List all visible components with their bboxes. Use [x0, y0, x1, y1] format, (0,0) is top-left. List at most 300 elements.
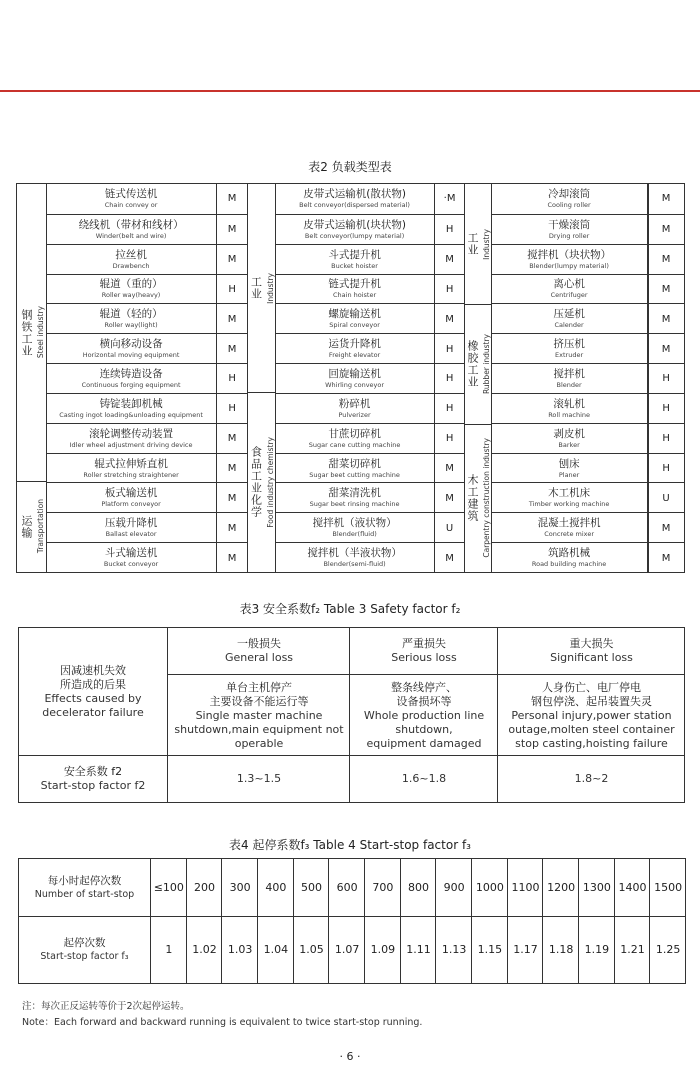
load-row	[275, 274, 464, 305]
note-en: Note：Each forward and backward running is equivalent to twice start-stop running.	[22, 1017, 423, 1028]
machine-name	[491, 454, 647, 484]
loss-header-zh: 一般损失	[237, 637, 281, 650]
machine-name-en: Calender	[554, 321, 584, 330]
desc-zh-2: 设备损坏等	[396, 694, 452, 708]
machine-name	[491, 513, 647, 543]
loss-header-en: Serious loss	[391, 651, 457, 664]
group-food-en: Food industry chemistry	[265, 436, 275, 528]
machine-name-zh: 木工机床	[548, 487, 591, 500]
machine-name-zh: 铸锭装卸机械	[99, 397, 163, 410]
group-wood-zh: 木工建筑	[466, 474, 479, 522]
machine-name-zh: 连续铸造设备	[99, 367, 163, 380]
table3-caption: 表3 安全系数f₂ Table 3 Safety factor f₂	[239, 602, 461, 616]
load-row	[46, 512, 247, 543]
machine-name	[275, 364, 434, 394]
factor-cell: 1.09	[364, 916, 401, 983]
load-row	[46, 333, 247, 364]
machine-name-zh: 压延机	[553, 308, 585, 321]
factor-en: Start-stop factor f2	[40, 778, 146, 792]
group-transport-en: Transportation	[36, 499, 45, 554]
load-type: M	[647, 275, 684, 305]
load-type: U	[434, 513, 464, 543]
starts-cell: 1100	[507, 859, 544, 916]
machine-name-zh: 横向移动设备	[99, 338, 163, 351]
desc-zh-2: 钢包停浇、起吊装置失灵	[531, 694, 652, 708]
factor-cell: 1.21	[614, 916, 651, 983]
machine-name	[491, 334, 647, 364]
machine-name	[46, 454, 216, 484]
machine-name-zh: 搅拌机	[553, 367, 585, 380]
machine-name-zh: 辊道（重的）	[99, 278, 163, 291]
machine-name	[46, 334, 216, 364]
starts-cell: 300	[221, 859, 258, 916]
machine-name-zh: 斗式提升机	[328, 248, 381, 261]
load-type: M	[216, 454, 247, 484]
machine-name-en: Belt conveyor(lumpy material)	[304, 231, 405, 240]
machine-name-en: Continuous forging equipment	[81, 380, 181, 389]
machine-name-en: Whirling conveyor	[325, 380, 385, 389]
machine-name	[491, 424, 647, 454]
machine-name-en: Drawbench	[112, 261, 150, 270]
note-zh: 注：每次正反运转等价于2次起停运转。	[22, 1001, 190, 1012]
group-food	[247, 392, 275, 572]
load-row	[491, 393, 684, 424]
machine-name-zh: 刨床	[558, 457, 580, 470]
starts-cell: 1500	[649, 859, 686, 916]
machine-name-zh: 运货升降机	[328, 338, 381, 351]
load-type: M	[647, 513, 684, 543]
start-stop-table	[18, 858, 686, 984]
group-rubber-zh: 橡胶工业	[466, 340, 479, 388]
group-transport	[17, 481, 46, 572]
desc-en-1: Personal injury,power station	[511, 708, 672, 722]
load-type: H	[434, 275, 464, 305]
machine-name-zh: 螺旋输送机	[328, 308, 381, 321]
factor-cell: 1.05	[293, 916, 330, 983]
load-type: H	[216, 364, 247, 394]
group-wood-en: Carpentry construction industry	[482, 438, 491, 558]
load-row	[491, 303, 684, 334]
machine-name-en: Belt conveyor(dispersed material)	[299, 200, 410, 209]
effects-zh-line1: 因减速机失效	[60, 663, 126, 677]
load-row	[491, 333, 684, 364]
machine-name-zh: 冷却滚筒	[548, 187, 591, 200]
machine-name-en: Horizontal moving equipment	[82, 351, 180, 360]
group-rubber	[464, 304, 491, 424]
machine-name-zh: 辊道（轻的）	[99, 308, 163, 321]
load-row	[275, 303, 464, 334]
load-type: U	[647, 483, 684, 513]
machine-name-en: Pulverizer	[338, 410, 371, 419]
machine-name	[275, 394, 434, 424]
load-type: M	[434, 543, 464, 573]
loss-header	[349, 628, 498, 674]
load-type: M	[216, 483, 247, 513]
desc-en-1: Whole production line	[363, 708, 485, 722]
machine-name	[46, 215, 216, 245]
desc-en-1: Single master machine	[195, 708, 323, 722]
machine-name-en: Extruder	[555, 351, 584, 360]
load-type: M	[216, 334, 247, 364]
load-row	[491, 482, 684, 513]
factor-cell: 1.03	[221, 916, 258, 983]
machine-name-zh: 筑路机械	[548, 547, 591, 560]
machine-name-zh: 链式提升机	[328, 278, 381, 291]
desc-en-2: outage,molten steel container	[508, 722, 675, 736]
machine-name-en: Drying roller	[548, 231, 590, 240]
machine-name	[46, 304, 216, 334]
load-type: M	[216, 424, 247, 454]
factor-cell: 1	[150, 916, 187, 983]
effects-en-line2: decelerator failure	[42, 705, 144, 719]
factor-row-header	[19, 755, 167, 802]
load-row	[46, 363, 247, 394]
loss-header-zh: 严重损失	[402, 637, 446, 650]
load-row	[491, 453, 684, 484]
load-type: H	[216, 394, 247, 424]
load-type: M	[216, 304, 247, 334]
machine-name-en: Roller way(heavy)	[101, 291, 161, 300]
factor-cell: 1.19	[578, 916, 615, 983]
machine-name-en: Winder(belt and wire)	[95, 231, 167, 240]
load-row	[275, 542, 464, 573]
loss-header-zh: 重大损失	[569, 637, 614, 650]
group-steel-en: Steel industry	[36, 306, 45, 359]
machine-name	[46, 543, 216, 573]
starts-cell: 1200	[542, 859, 579, 916]
load-type: H	[434, 215, 464, 245]
safety-value-text: 1.3~1.5	[236, 771, 282, 785]
machine-name	[46, 513, 216, 543]
load-type-table	[16, 183, 685, 573]
machine-name-en: Idler wheel adjustment driving device	[69, 440, 193, 449]
machine-name-zh: 离心机	[553, 278, 585, 291]
machine-name-zh: 甘蔗切碎机	[328, 427, 381, 440]
machine-name-zh: 链式传送机	[104, 187, 158, 200]
load-row	[46, 393, 247, 424]
machine-name	[491, 184, 647, 214]
load-row	[275, 453, 464, 484]
group-steel	[17, 184, 46, 481]
desc-zh-1: 单台主机停产	[226, 680, 292, 694]
load-row	[275, 423, 464, 454]
load-type: M	[216, 215, 247, 245]
machine-name-zh: 皮带式运输机(块状物)	[303, 218, 406, 231]
load-row	[275, 512, 464, 543]
load-type: M	[647, 543, 684, 573]
starts-cell: 400	[257, 859, 294, 916]
load-row	[491, 184, 684, 214]
group-industry-zh: 工业	[249, 276, 263, 300]
machine-name	[46, 483, 216, 513]
machine-name-zh: 混凝土搅拌机	[537, 517, 601, 530]
desc-zh-1: 整条线停产、	[391, 680, 457, 694]
load-row	[275, 482, 464, 513]
machine-name-zh: 压载升降机	[104, 517, 158, 530]
factor-cell: 1.17	[507, 916, 544, 983]
load-type: ·M	[434, 184, 464, 214]
load-type: M	[434, 483, 464, 513]
machine-name	[275, 513, 434, 543]
load-type: H	[434, 424, 464, 454]
machine-name	[46, 245, 216, 275]
machine-name-en: Blender(lumpy material)	[529, 261, 609, 270]
group-industry2-en: Industry	[482, 228, 491, 260]
load-type: M	[216, 513, 247, 543]
load-row	[275, 214, 464, 245]
load-row	[491, 512, 684, 543]
machine-name	[275, 184, 434, 214]
starts-cell: 600	[328, 859, 365, 916]
machine-name-zh: 滚轧机	[553, 397, 585, 410]
machine-name-en: Road building machine	[531, 560, 607, 569]
safety-value	[167, 755, 350, 802]
factors-en: Start-stop factor f₃	[40, 950, 129, 962]
desc-en-2: shutdown,main equipment not	[174, 722, 344, 736]
load-row	[46, 244, 247, 275]
machine-name	[46, 364, 216, 394]
machine-name-en: Platform conveyor	[101, 500, 161, 509]
desc-en-2: shutdown,	[395, 722, 453, 736]
group-industry2-zh: 工业	[466, 232, 479, 256]
machine-name-en: Casting ingot loading&unloading equipment	[59, 410, 203, 419]
machine-name	[491, 543, 647, 573]
machine-name	[275, 215, 434, 245]
load-row	[46, 423, 247, 454]
machine-name	[275, 245, 434, 275]
factor-cell: 1.15	[471, 916, 508, 983]
load-type: M	[647, 245, 684, 275]
group-transport-zh: 运输	[20, 514, 33, 539]
load-type: H	[647, 364, 684, 394]
safety-factor-table	[18, 627, 685, 803]
starts-cell: ≤100	[150, 859, 187, 916]
load-row	[491, 423, 684, 454]
header-rule	[0, 90, 700, 92]
group-food-zh: 食品工业化学	[249, 446, 263, 518]
loss-description	[349, 674, 498, 756]
starts-cell: 1300	[578, 859, 615, 916]
machine-name	[46, 275, 216, 305]
machine-name	[491, 215, 647, 245]
group-industry-en: Industry	[265, 272, 275, 304]
starts-cell: 800	[400, 859, 437, 916]
loss-header-en: Significant loss	[550, 651, 633, 664]
machine-name-zh: 回旋输送机	[328, 367, 381, 380]
machine-name	[275, 275, 434, 305]
machine-name-en: Barker	[558, 440, 580, 449]
machine-name	[46, 394, 216, 424]
machine-name	[275, 543, 434, 573]
load-type: H	[434, 394, 464, 424]
load-row	[275, 393, 464, 424]
machine-name-en: Blender(fluid)	[332, 530, 377, 539]
load-row	[46, 482, 247, 513]
machine-name	[46, 184, 216, 214]
group-industry	[247, 184, 275, 392]
load-type: M	[647, 215, 684, 245]
machine-name-zh: 粉碎机	[338, 397, 371, 410]
machine-name	[275, 424, 434, 454]
group-rubber-en: Rubber industry	[482, 334, 491, 394]
machine-name-zh: 搅拌机（块状物）	[527, 248, 612, 261]
machine-name-en: Chain convey or	[104, 200, 158, 209]
starts-cell: 700	[364, 859, 401, 916]
load-type: M	[647, 334, 684, 364]
starts-cell: 1000	[471, 859, 508, 916]
safety-value-text: 1.8~2	[574, 771, 609, 785]
load-type: M	[434, 454, 464, 484]
machine-name	[491, 245, 647, 275]
starts-cell: 500	[293, 859, 330, 916]
factor-cell: 1.04	[257, 916, 294, 983]
machine-name	[275, 454, 434, 484]
load-row	[46, 542, 247, 573]
machine-name-en: Ballast elevator	[105, 530, 157, 539]
machine-name	[46, 424, 216, 454]
machine-name-zh: 斗式输送机	[104, 547, 158, 560]
machine-name	[491, 394, 647, 424]
load-type: H	[647, 454, 684, 484]
machine-name-en: Bucket conveyor	[103, 560, 159, 569]
machine-name	[275, 334, 434, 364]
machine-name-en: Centrifuger	[550, 291, 588, 300]
effects-en-line1: Effects caused by	[44, 691, 142, 705]
machine-name-zh: 搅拌机（液状物）	[312, 517, 397, 530]
load-type: M	[216, 245, 247, 275]
effects-zh-line2: 所造成的后果	[60, 677, 126, 691]
machine-name-en: Freight elevator	[328, 351, 381, 360]
safety-value-text: 1.6~1.8	[401, 771, 447, 785]
group-industry2	[464, 184, 491, 304]
loss-description	[167, 674, 350, 756]
load-row	[491, 244, 684, 275]
machine-name-en: Bucket hoister	[331, 261, 378, 270]
machine-name-en: Blender	[556, 380, 582, 389]
load-type: H	[434, 334, 464, 364]
page-number: · 6 ·	[339, 1050, 361, 1063]
factor-cell: 1.18	[542, 916, 579, 983]
load-row	[46, 214, 247, 245]
load-row	[275, 333, 464, 364]
machine-name	[275, 304, 434, 334]
load-row	[491, 542, 684, 573]
safety-value	[497, 755, 685, 802]
load-row	[275, 244, 464, 275]
starts-cell: 200	[186, 859, 223, 916]
factors-zh: 起停次数	[63, 936, 106, 949]
factor-cell: 1.07	[328, 916, 365, 983]
machine-name-zh: 干燥滚筒	[548, 218, 591, 231]
machine-name-en: Sugar cane cutting machine	[308, 440, 401, 449]
load-type: M	[434, 245, 464, 275]
load-type: M	[216, 184, 247, 214]
machine-name-zh: 挤压机	[553, 338, 585, 351]
machine-name-zh: 皮带式运输机(散状物)	[303, 187, 406, 200]
desc-zh-2: 主要设备不能运行等	[209, 694, 309, 708]
load-type: M	[647, 184, 684, 214]
load-row	[46, 453, 247, 484]
machine-name-en: Sugar beet rinsing machine	[309, 500, 400, 509]
starts-row-header	[19, 859, 150, 916]
loss-header	[497, 628, 685, 674]
loss-description	[497, 674, 685, 756]
machine-name-zh: 滚轮调整传动装置	[89, 427, 174, 440]
machine-name-zh: 搅拌机（半液状物）	[307, 547, 402, 560]
table2-caption: 表2 负载类型表	[308, 160, 392, 174]
load-row	[46, 303, 247, 334]
machine-name-en: Planer	[558, 470, 580, 479]
machine-name-en: Timber working machine	[528, 500, 610, 509]
load-row	[491, 274, 684, 305]
load-row	[46, 184, 247, 214]
load-row	[275, 363, 464, 394]
table4-caption: 表4 起停系数f₃ Table 4 Start-stop factor f₃	[229, 838, 471, 852]
machine-name	[491, 364, 647, 394]
load-type: H	[216, 275, 247, 305]
factor-cell: 1.11	[400, 916, 437, 983]
machine-name-en: Chain hoister	[333, 291, 377, 300]
machine-name	[491, 275, 647, 305]
machine-name-zh: 绕线机（带材和线材）	[78, 218, 184, 231]
machine-name-en: Blender(semi-fluid)	[323, 560, 386, 569]
machine-name-zh: 拉丝机	[115, 248, 147, 261]
load-type: H	[434, 364, 464, 394]
machine-name-en: Concrete mixer	[544, 530, 594, 539]
machine-name-en: Roller stretching straightener	[83, 470, 179, 479]
starts-cell: 1400	[614, 859, 651, 916]
machine-name	[491, 304, 647, 334]
machine-name-zh: 甜菜切碎机	[328, 457, 381, 470]
load-type: H	[647, 394, 684, 424]
load-row	[491, 214, 684, 245]
machine-name-en: Spiral conveyor	[329, 321, 380, 330]
factors-row-header	[19, 916, 150, 983]
load-type: M	[216, 543, 247, 573]
desc-zh-1: 人身伤亡、电厂停电	[542, 680, 641, 694]
starts-en: Number of start-stop	[34, 888, 135, 900]
desc-en-3: operable	[234, 736, 284, 750]
load-type: H	[647, 424, 684, 454]
machine-name-en: Cooling roller	[547, 200, 591, 209]
machine-name-en: Sugar beet cutting machine	[309, 470, 400, 479]
desc-en-3: equipment damaged	[366, 736, 482, 750]
machine-name-zh: 板式输送机	[104, 487, 158, 500]
machine-name-zh: 辊式拉伸矫直机	[94, 457, 168, 470]
loss-header	[167, 628, 350, 674]
effects-row-header	[19, 628, 167, 755]
load-row	[491, 363, 684, 394]
group-wood	[464, 424, 491, 572]
load-type: M	[647, 304, 684, 334]
load-type: M	[434, 304, 464, 334]
machine-name-en: Roll machine	[548, 410, 590, 419]
factor-cell: 1.25	[649, 916, 686, 983]
load-row	[275, 184, 464, 214]
factor-cell: 1.13	[435, 916, 472, 983]
factor-cell: 1.02	[186, 916, 223, 983]
group-steel-zh: 钢铁工业	[20, 308, 33, 357]
loss-header-en: General loss	[224, 651, 294, 664]
machine-name-zh: 剥皮机	[553, 427, 585, 440]
machine-name-en: Roller way(light)	[104, 321, 158, 330]
load-row	[46, 274, 247, 305]
factor-zh: 安全系数 f2	[63, 764, 123, 778]
machine-name	[491, 483, 647, 513]
machine-name	[275, 483, 434, 513]
safety-value	[349, 755, 498, 802]
desc-en-3: stop casting,hoisting failure	[515, 736, 668, 750]
